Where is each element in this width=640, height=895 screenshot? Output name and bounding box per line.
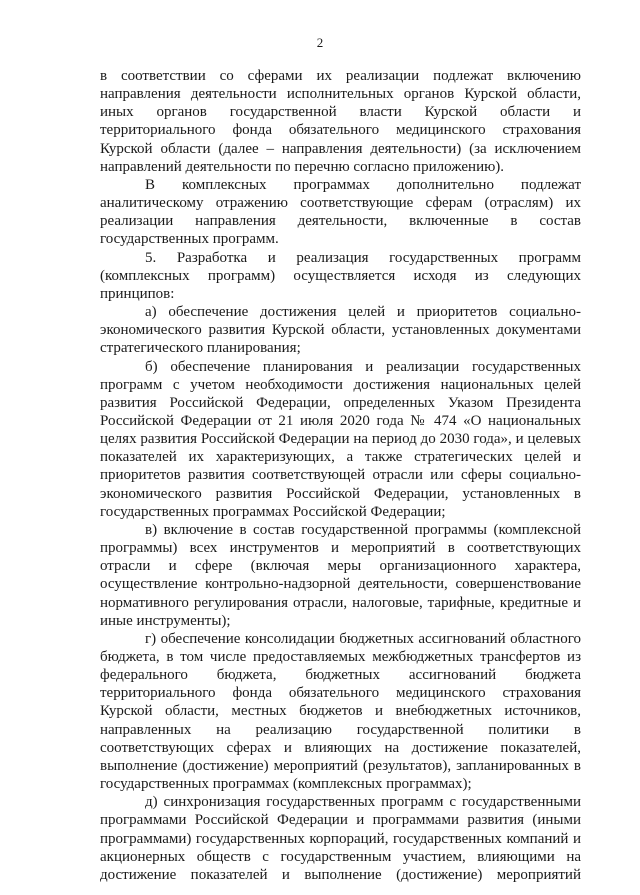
paragraph-principle-d: д) синхронизация государственных программ с государственными программами Российской Федерации и программами развития (иными программами) государственных корпораций, государственных компаний и акционерных обществ с государственным участием, влияющими на достижение показателей и выполнение (достижение) мероприятий bbox=[100, 794, 581, 883]
paragraph-principle-a: а) обеспечение достижения целей и приоритетов социально-экономического развития Курской области, установленных документами стратегического планирования; bbox=[100, 304, 581, 357]
page-number: 2 bbox=[316, 35, 324, 50]
paragraph-principle-b: б) обеспечение планирования и реализации государственных программ с учетом необходимости достижения национальных целей развития Российской Федерации, определенных Указом Президента Российской Федерации от 21 июля 2020 года № 474 «О национальных целях развития Российской Федерации на период до 2030 года», и целевых показателей их характеризующих, а также стратегических целей и приоритетов развития соответствующей отрасли или сферы социально-экономического развития Российской Федерации, установленных в государственных программах Российской Федерации; bbox=[100, 358, 581, 520]
document-body bbox=[100, 67, 581, 884]
paragraph-principle-v: в) включение в состав государственной программы (комплексной программы) всех инструментов и мероприятий в соответствующих отрасли и сфере (включая меры организационного характера, осуществление контрольно-надзорной деятельности, совершенствование нормативного регулирования отрасли, налоговые, тарифные, кредитные и иные инструменты); bbox=[100, 521, 581, 629]
paragraph-directions-continuation: в соответствии со сферами их реализации подлежат включению направления деятельности исполнительных органов Курской области, иных органов государственной власти Курской области и территориального фонда обязательного медицинского страхования Курской области (далее – направления деятельности) (за исключением направлений деятельности по перечню согласно приложению). bbox=[100, 68, 581, 175]
paragraph-item-5-principles: 5. Разработка и реализация государственных программ (комплексных программ) осуществляется исходя из следующих принципов: bbox=[100, 249, 581, 302]
paragraph-principle-g: г) обеспечение консолидации бюджетных ассигнований областного бюджета, в том числе предоставляемых межбюджетных трансфертов из федерального бюджета, бюджетных ассигнований бюджета территориального фонда обязательного медицинского страхования Курской области, местных бюджетов и внебюджетных источников, направленных на реализацию государственной политики в соответствующих сферах и влияющих на достижение показателей, выполнение (достижение) мероприятий (результатов), запланированных в государственных программах (комплексных программах); bbox=[100, 630, 581, 793]
paragraph-complex-programs: В комплексных программах дополнительно подлежат аналитическому отражению соответствующие сферам (отраслям) их реализации направления деятельности, включенные в состав государственных программ. bbox=[100, 176, 581, 248]
